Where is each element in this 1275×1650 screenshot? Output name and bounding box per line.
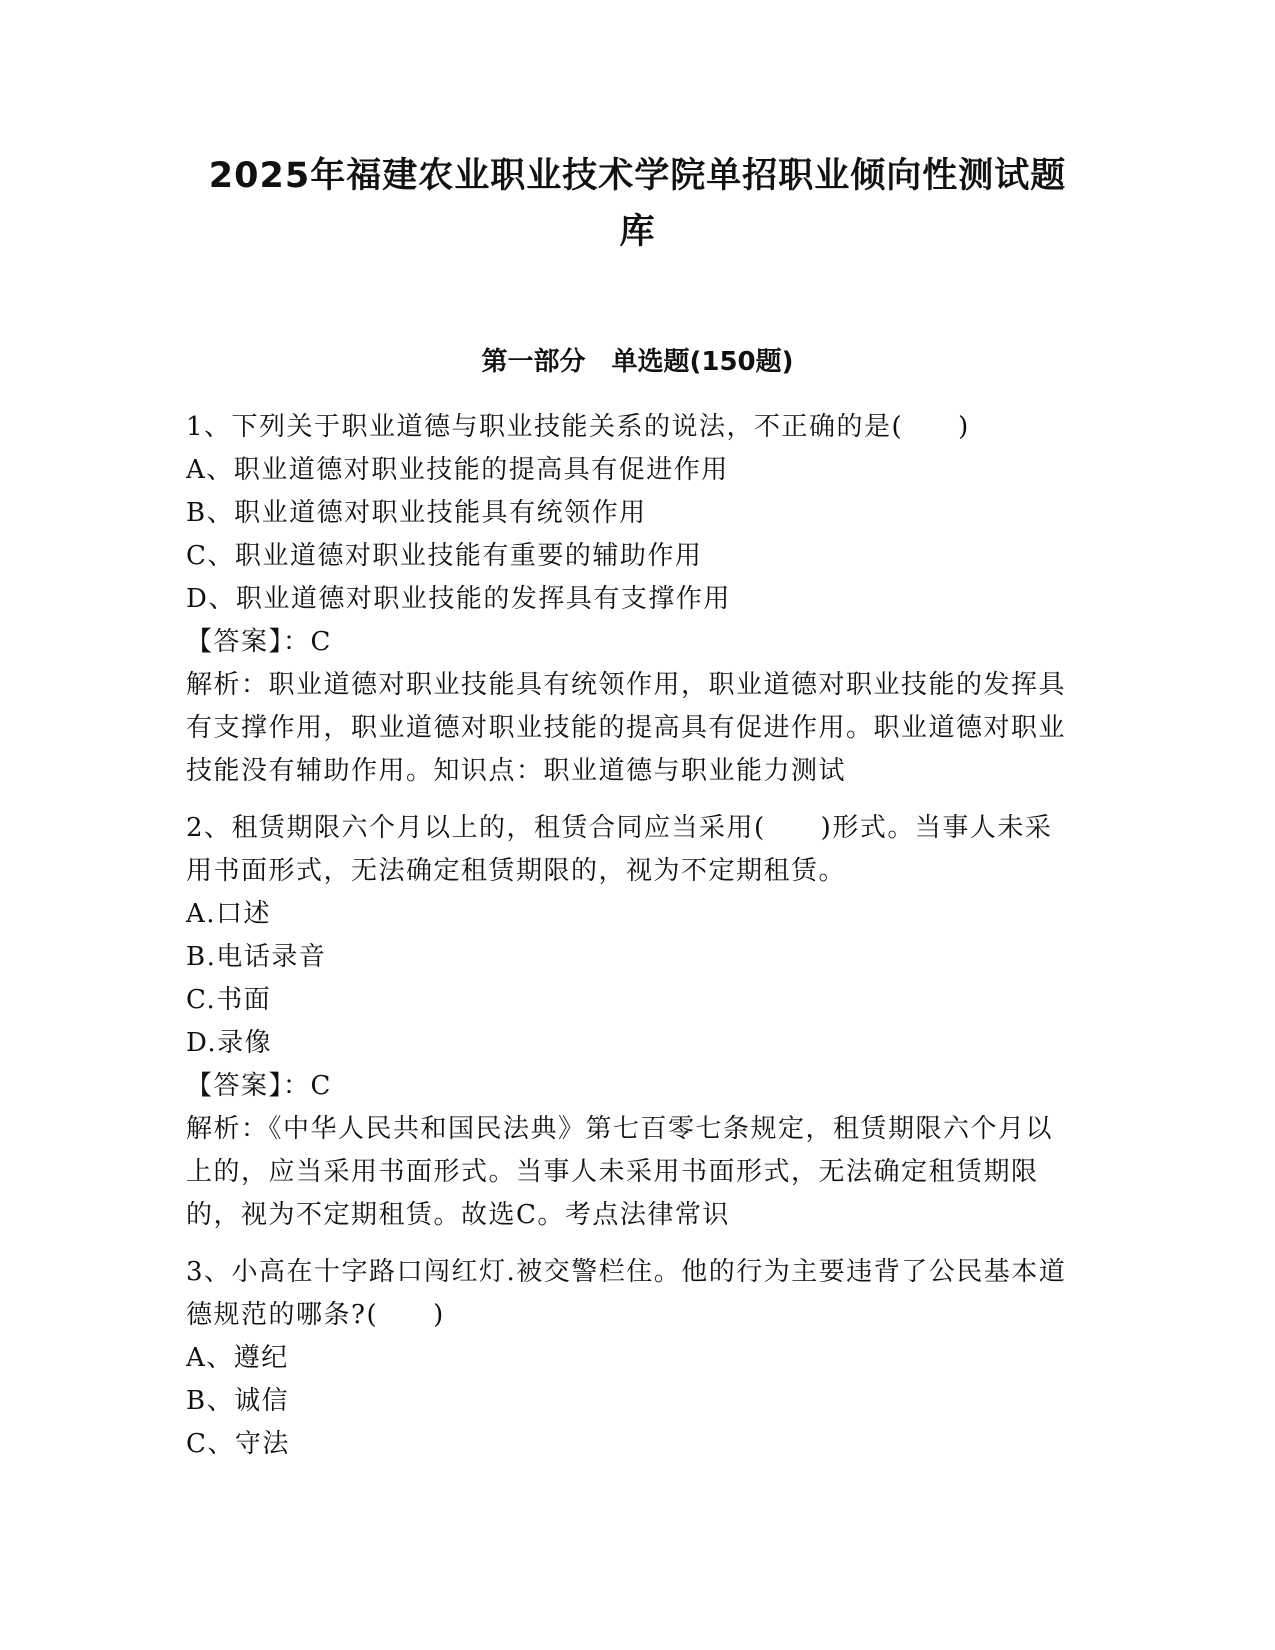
question-1 (186, 406, 1078, 793)
option-d: D、职业道德对职业技能的发挥具有支撑作用 (186, 584, 731, 614)
answer: 【答案】：C (186, 627, 332, 657)
option-b: B、职业道德对职业技能具有统领作用 (186, 498, 647, 528)
analysis: 解析：职业道德对职业技能具有统领作用，职业道德对职业技能的发挥具有支撑作用，职业道德对职业技能的提高具有促进作用。职业道德对职业技能没有辅助作用。知识点：职业道德与职业能力测试 (186, 670, 1067, 786)
option-b: B.电话录音 (186, 942, 327, 972)
question-list (186, 406, 1078, 1480)
option-c: C、职业道德对职业技能有重要的辅助作用 (186, 541, 703, 571)
option-a: A、遵纪 (186, 1343, 289, 1373)
option-d: D.录像 (186, 1028, 273, 1058)
question-stem: 2、租赁期限六个月以上的，租赁合同应当采用( )形式。当事人未采用书面形式，无法确定租赁期限的，视为不定期租赁。 (186, 813, 1053, 886)
option-c: C.书面 (186, 985, 272, 1015)
question-stem: 1、下列关于职业道德与职业技能关系的说法，不正确的是( ) (186, 412, 970, 442)
option-a: A、职业道德对职业技能的提高具有促进作用 (186, 455, 729, 485)
option-c: C、守法 (186, 1429, 290, 1459)
document-title-line-2: 库 (619, 212, 656, 252)
analysis: 解析：《中华人民共和国民法典》第七百零七条规定，租赁期限六个月以上的，应当采用书面形式。当事人未采用书面形式，无法确定租赁期限的，视为不定期租赁。故选C。考点法律常识 (186, 1114, 1054, 1230)
question-2 (186, 807, 1078, 1237)
section-title: 第一部分 单选题(150题) (481, 347, 794, 377)
document-title-line-1: 2025年福建农业职业技术学院单招职业倾向性测试题 (208, 156, 1067, 196)
option-b: B、诚信 (186, 1386, 290, 1416)
option-a: A.口述 (186, 899, 272, 929)
question-stem: 3、小高在十字路口闯红灯.被交警栏住。他的行为主要违背了公民基本道德规范的哪条?( ) (186, 1257, 1067, 1330)
question-3 (186, 1251, 1078, 1466)
document-title (140, 148, 1135, 260)
answer: 【答案】：C (186, 1071, 332, 1101)
